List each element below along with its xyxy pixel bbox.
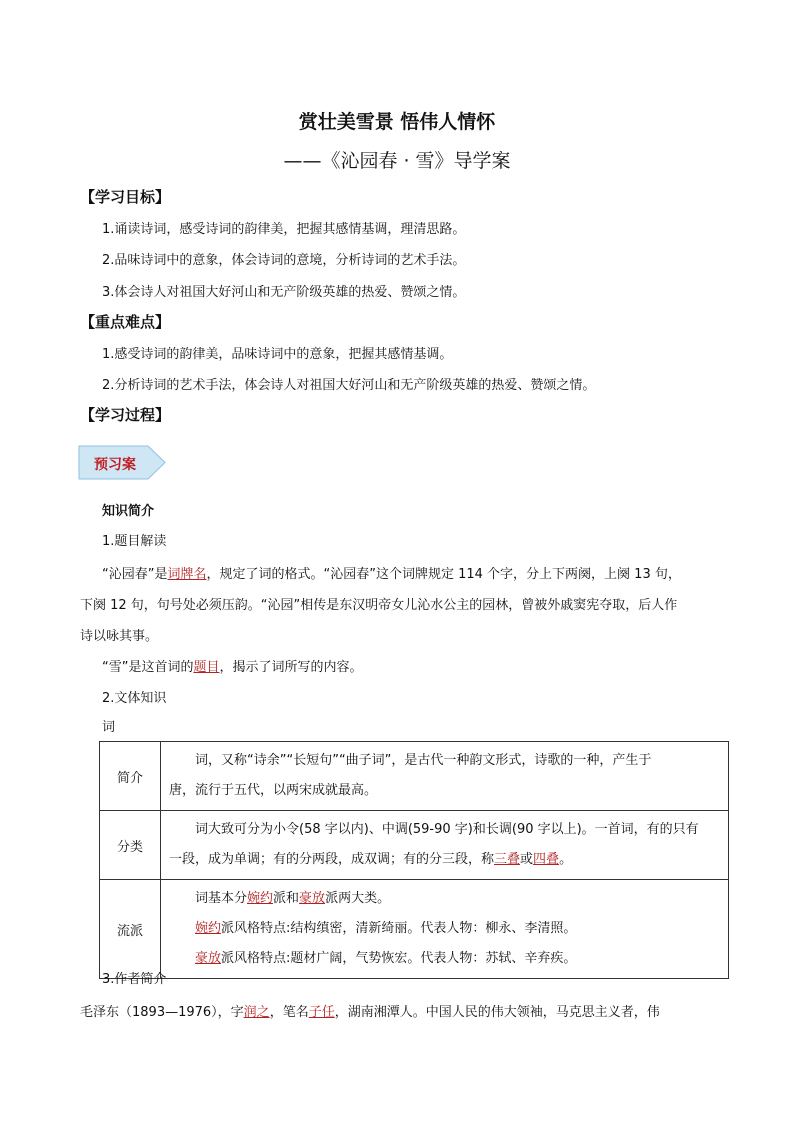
page-title: 赏壮美雪景 悟伟人情怀 (298, 111, 496, 133)
paragraph-line: “雪”是这首词的题目，揭示了词所写的内容。 (102, 660, 363, 675)
keypoints-heading: 【重点难点】 (80, 313, 171, 331)
keypoint-item: 1.感受诗词的韵律美，品味诗词中的意象，把握其感情基调。 (102, 347, 453, 362)
knowledge-heading: 知识简介 (102, 504, 155, 519)
paragraph-line: 下阕 12 句，句号处必须压韵。“沁园”相传是东汉明帝女儿沁水公主的园林，曾被外戚窦宪夺取，后人作 (80, 598, 678, 613)
process-heading: 【学习过程】 (80, 406, 171, 424)
term-wanyue: 婉约 (247, 891, 274, 906)
table-row (100, 742, 729, 811)
goal-item: 1.诵读诗词，感受诗词的韵律美，把握其感情基调，理清思路。 (102, 222, 466, 237)
term-runzhi: 润之 (243, 1005, 270, 1020)
row-label: 简介 (100, 742, 161, 811)
term-timu: 题目 (193, 660, 220, 675)
table-row (100, 880, 729, 979)
preview-badge (78, 445, 166, 480)
term-wanyue: 婉约 (195, 921, 222, 936)
term-haofang: 豪放 (195, 951, 222, 966)
term-haofang: 豪放 (299, 891, 326, 906)
term-sidie: 四叠 (533, 852, 560, 867)
ci-genre-table (99, 741, 729, 979)
row-content: 词基本分婉约派和豪放派两大类。 婉约派风格特点:结构缜密，清新绮丽。代表人物：柳永、李清照。 豪放派风格特点:题材广阔，气势恢宏。代表人物：苏轼、辛弃疾。 (161, 880, 729, 979)
goal-item: 3.体会诗人对祖国大好河山和无产阶级英雄的热爱、赞颂之情。 (102, 285, 466, 300)
term-cipaiming: 词牌名 (167, 567, 207, 582)
paragraph-line: 诗以咏其事。 (80, 629, 159, 644)
row-label: 流派 (100, 880, 161, 979)
section-title: 3.作者简介 (102, 972, 167, 987)
row-content: 词，又称“诗余”“长短句”“曲子词”，是古代一种韵文形式，诗歌的一种，产生于 唐，流行于五代，以两宋成就最高。 (161, 742, 729, 811)
page-subtitle: ——《沁园春 · 雪》导学案 (283, 150, 511, 172)
goal-item: 2.品味诗词中的意象，体会诗词的意境，分析诗词的艺术手法。 (102, 253, 466, 268)
table-row (100, 811, 729, 880)
section-subtitle: 词 (102, 720, 116, 735)
paragraph-line: “沁园春”是词牌名，规定了词的格式。“沁园春”这个词牌规定 114 个字，分上下两阕，上阕 13 句， (102, 567, 681, 582)
row-content: 词大致可分为小令(58 字以内)、中调(59-90 字)和长调(90 字以上)。一首词，有的只有 一段，成为单调；有的分两段，成双调；有的分三段，称三叠或四叠。 (161, 811, 729, 880)
section-title: 1.题目解读 (102, 534, 167, 549)
keypoint-item: 2.分析诗词的艺术手法，体会诗人对祖国大好河山和无产阶级英雄的热爱、赞颂之情。 (102, 378, 596, 393)
term-sandie: 三叠 (494, 852, 521, 867)
row-label: 分类 (100, 811, 161, 880)
term-ziren: 子任 (308, 1005, 335, 1020)
paragraph-line: 毛泽东（1893—1976），字润之，笔名子任，湖南湘潭人。中国人民的伟大领袖，马克思主义者，伟 (80, 1005, 660, 1020)
section-title: 2.文体知识 (102, 691, 167, 706)
badge-label: 预习案 (94, 457, 136, 473)
goals-heading: 【学习目标】 (80, 188, 171, 206)
